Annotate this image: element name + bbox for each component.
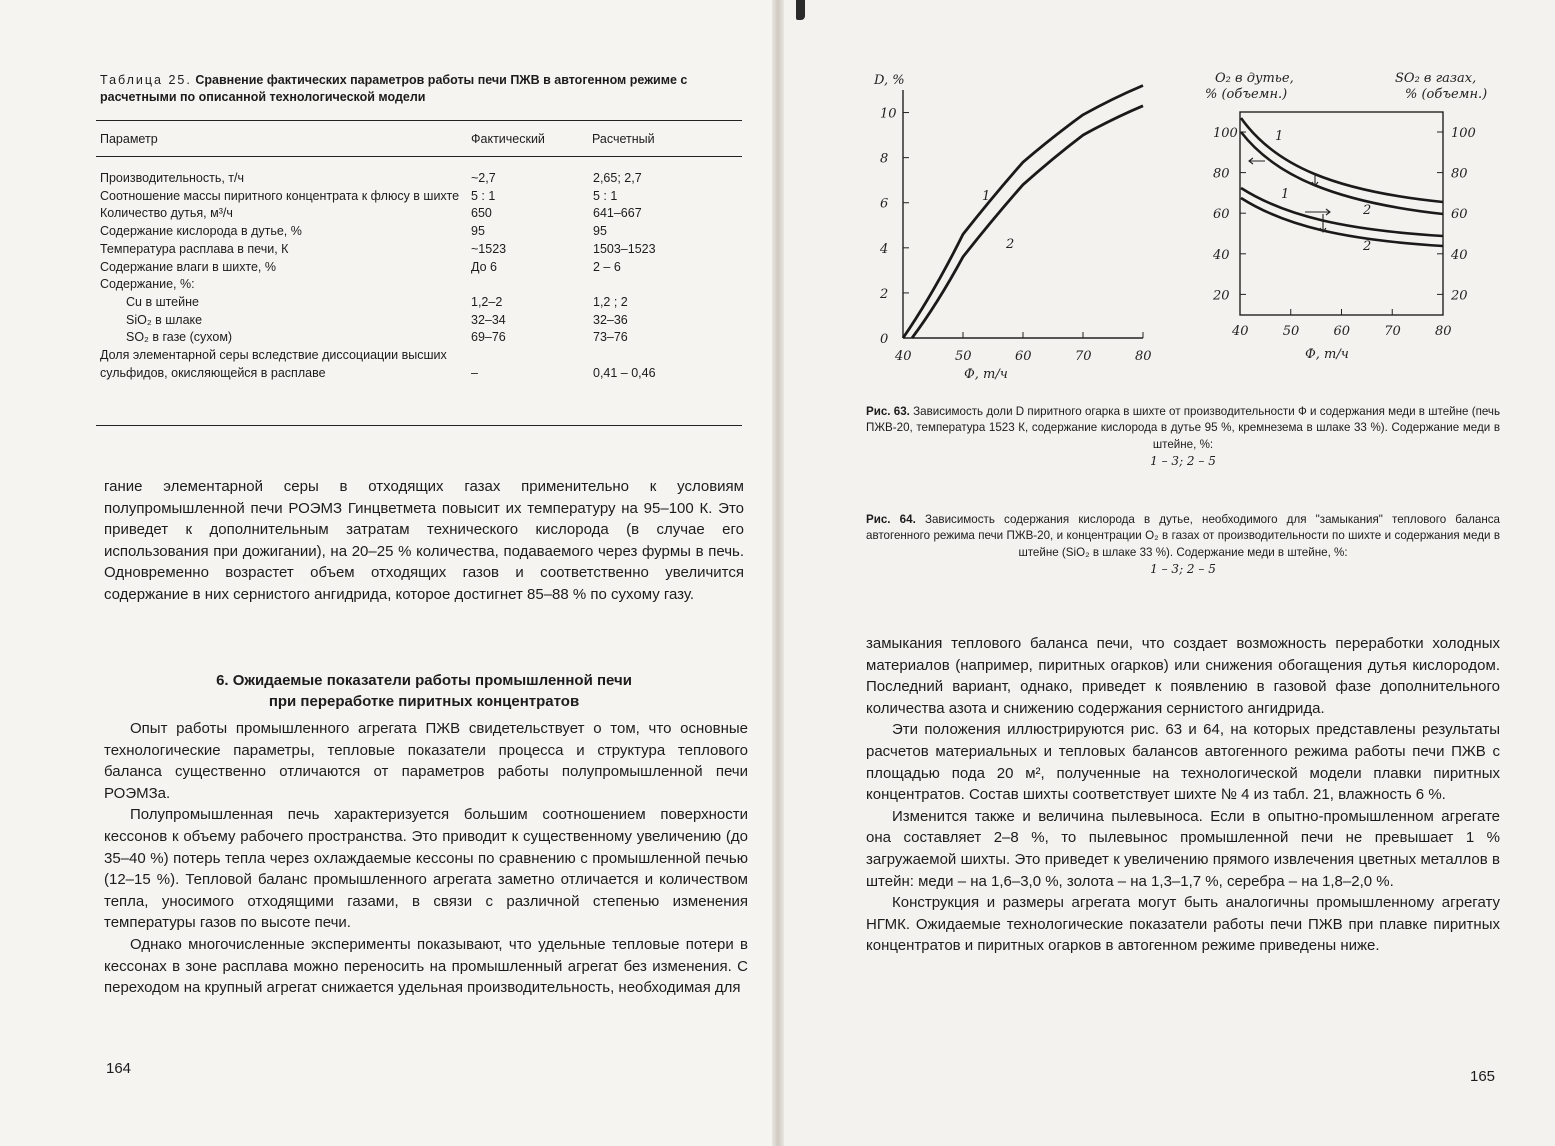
table-cell-fact: 32–34 xyxy=(471,312,506,327)
fig63-ylabel: D, % xyxy=(874,73,905,88)
fig64-xtick-label: 50 xyxy=(1282,324,1300,339)
table-cell-fact: ~1523 xyxy=(471,241,507,256)
figure-64-caption xyxy=(866,512,1500,577)
fig63-ytick-label: 0 xyxy=(880,332,889,347)
book-spine xyxy=(772,0,784,1146)
table-row xyxy=(100,205,740,223)
fig63-xtick-label: 70 xyxy=(1075,349,1092,364)
table-body xyxy=(100,170,740,382)
left-text-bottom xyxy=(104,718,748,999)
table-cell-calc: 641–667 xyxy=(593,206,642,221)
fig63-xtick-label: 80 xyxy=(1135,349,1152,364)
fig64-curve-2 xyxy=(1241,132,1443,214)
paragraph: Полупромышленная печь характеризуется большим соотношением поверхности кессонов к объему рабочего пространства. Это приводит к существенному увеличению (до 35–40 %) потерь тепла через охлаждаемые кессоны по сравнению с промышленной печью (12–15 %). Тепловой баланс промышленного агрегата заметно отличается и количеством тепла, уносимого отходящими газами, в связи с различной степенью изменения температуры газов по высоте печи. xyxy=(104,806,748,932)
fig63-y-ticks xyxy=(879,107,909,347)
binding-mark xyxy=(796,0,805,20)
table-header-rule xyxy=(96,156,742,157)
fig63-curve-label-2: 2 xyxy=(1006,237,1015,252)
fig63-x-ticks xyxy=(894,332,1152,364)
table-cell-fact: 1,2–2 xyxy=(471,294,503,309)
table-cell-calc: 73–76 xyxy=(593,330,628,345)
fig64-legend: 1 – 3; 2 – 5 xyxy=(1150,561,1216,576)
fig63-curves xyxy=(903,85,1143,338)
fig63-ytick-label: 4 xyxy=(880,241,889,257)
table-cell-fact: 69–76 xyxy=(471,330,506,345)
left-text-top xyxy=(104,476,744,606)
table-cell-calc: 2,65; 2,7 xyxy=(593,171,642,185)
fig63-caption-text: Зависимость доли D пиритного огарка в шихте от производительности Ф и содержания меди в штейне (печь ПЖВ-20, температура 1523 К, содержание кислорода в дутье 95 %, кремнезема в шлаке 33 %). Содержание меди в штейне, %: xyxy=(866,405,1500,451)
table-row xyxy=(100,312,740,330)
table-cell-calc: 1,2 ; 2 xyxy=(593,294,628,309)
fig63-ytick-label: 8 xyxy=(880,151,889,167)
right-text xyxy=(866,633,1500,957)
section-heading-line2: при переработке пиритных концентратов xyxy=(268,693,580,710)
fig64-right-tick-label: 20 xyxy=(1451,288,1468,304)
table-cell-calc: 1503–1523 xyxy=(593,241,656,256)
table-header-calc: Расчетный xyxy=(592,132,655,146)
table-caption-title: Сравнение фактических параметров работы печи ПЖВ в автогенном режиме с расчетными по описанной технологической модели xyxy=(100,73,688,104)
fig63-xlabel: Ф, т/ч xyxy=(964,367,1008,382)
fig64-xtick-label: 40 xyxy=(1232,324,1249,339)
table-cell-param: Доля элементарной серы вследствие диссоциации высших сульфидов, окисляющейся в расплаве xyxy=(100,348,447,380)
fig64-left-label-2: % (объемн.) xyxy=(1205,87,1288,102)
table-row xyxy=(100,276,740,294)
table-cell-calc: 5 : 1 xyxy=(593,188,618,203)
fig64-right-tick-label: 40 xyxy=(1451,247,1468,263)
figure-63-caption xyxy=(866,404,1500,469)
table-cell-param: Содержание, %: xyxy=(100,277,195,292)
paragraph: гание элементарной серы в отходящих газах применительно к условиям полупромышленной печи РОЭМЗ Гинцветмета повысит их температуру на 95–100 К. Это приведет к дополнительным затратам технического кислорода (в случае его использования при дожигании), на 20–25 % количества, подаваемого через фурмы в печь. Одновременно возрастет объем отходящих газов и соответственно увеличится содержание в них сернистого ангидрида, которое достигнет 85–88 % по сухому газу. xyxy=(104,478,744,603)
table-row xyxy=(100,294,740,312)
fig63-xtick-label: 50 xyxy=(955,349,972,364)
fig64-right-tick-label: 60 xyxy=(1451,207,1468,223)
table-cell-param: SO₂ в газе (сухом) xyxy=(126,330,233,345)
fig63-ytick-label: 2 xyxy=(880,286,889,302)
section-heading xyxy=(104,670,744,712)
table-cell-param: Производительность, т/ч xyxy=(100,171,244,185)
table-cell-param: Содержание кислорода в дутье, % xyxy=(100,224,302,239)
paragraph: Однако многочисленные эксперименты показывают, что удельные тепловые потери в кессонах в зоне расплава можно переносить на промышленный агрегат без изменения. С переходом на крупный агрегат снижается удельная производительность, необходимая для xyxy=(104,935,748,997)
table-cell-param: Соотношение массы пиритного концентрата к флюсу в шихте xyxy=(100,188,460,203)
table-caption-lead: Таблица 25. xyxy=(100,73,192,87)
fig64-xtick-label: 70 xyxy=(1384,324,1401,339)
table-top-rule xyxy=(96,120,742,121)
fig64-left-tick-label: 60 xyxy=(1213,207,1230,223)
fig63-xtick-label: 40 xyxy=(895,349,912,364)
fig64-caption-text: Зависимость содержания кислорода в дутье, необходимого для "замыкания" теплового баланса автогенного режима печи ПЖВ-20, и концентрации O₂ в газах от производительности по шихте и содержания меди в штейне (SiO₂ в шлаке 33 %). Содержание меди в штейне, %: xyxy=(866,513,1500,559)
fig63-legend: 1 – 3; 2 – 5 xyxy=(1150,453,1216,468)
table-row xyxy=(100,241,740,259)
fig64-right-tick-label: 80 xyxy=(1451,166,1468,182)
fig64-right-label-1: SO₂ в газах, xyxy=(1395,71,1477,86)
table-cell-fact: ~2,7 xyxy=(471,171,496,185)
table-cell-param: Содержание влаги в шихте, % xyxy=(100,259,276,274)
fig64-curve-label-1a: 1 xyxy=(1275,129,1284,144)
fig64-left-tick-label: 20 xyxy=(1213,288,1230,304)
fig64-caption-label: Рис. 64. xyxy=(866,513,916,526)
table-row xyxy=(100,223,740,241)
fig64-right-label-2: % (объемн.) xyxy=(1405,87,1488,102)
fig63-curve-label-1: 1 xyxy=(982,189,991,204)
table-header-param: Параметр xyxy=(100,132,158,146)
paragraph: Опыт работы промышленного агрегата ПЖВ свидетельствует о том, что основные технологические параметры, тепловые показатели процесса и структура теплового баланса существенно отличаются от параметров работы полупромышленной печи РОЭМЗа. xyxy=(104,720,748,802)
table-cell-calc: 2 – 6 xyxy=(593,259,621,274)
table-header-fact: Фактический xyxy=(471,132,545,146)
figure-64-chart xyxy=(1205,66,1505,366)
table-caption xyxy=(100,72,740,106)
fig64-xtick-label: 80 xyxy=(1435,324,1452,339)
figure-63-chart xyxy=(866,66,1166,386)
fig64-ticks xyxy=(1212,126,1476,339)
fig64-left-label-1: O₂ в дутье, xyxy=(1215,71,1294,86)
table-row xyxy=(100,259,740,277)
fig64-xlabel: Ф, т/ч xyxy=(1305,347,1349,362)
table-cell-calc: 95 xyxy=(593,224,607,239)
table-cell-calc: 32–36 xyxy=(593,312,628,327)
table-cell-param: Температура расплава в печи, К xyxy=(100,241,289,256)
fig64-curve-label-2b: 2 xyxy=(1363,239,1372,254)
fig64-left-tick-label: 40 xyxy=(1213,247,1230,263)
table-cell-fact: 650 xyxy=(471,206,492,221)
fig63-caption-label: Рис. 63. xyxy=(866,405,910,418)
table-row xyxy=(100,329,740,347)
page-number-right: 165 xyxy=(1470,1068,1496,1085)
paragraph: Конструкция и размеры агрегата могут быть аналогичны промышленному агрегату НГМК. Ожидаемые технологические показатели работы печи ПЖВ при плавке пиритных концентратов и пиритных огарков в автогенном режиме приведены ниже. xyxy=(866,894,1500,955)
table-cell-fact: 5 : 1 xyxy=(471,188,496,203)
table-cell-fact: – xyxy=(471,365,478,380)
fig63-ytick-label: 6 xyxy=(880,196,889,212)
table-cell-fact: До 6 xyxy=(471,259,497,274)
fig64-left-tick-label: 100 xyxy=(1213,126,1238,141)
fig63-xtick-label: 60 xyxy=(1015,349,1032,364)
paragraph: Эти положения иллюстрируются рис. 63 и 64, на которых представлены результаты расчетов материальных и тепловых балансов автогенного режима работы печи ПЖВ с площадью пода 20 м², полученные на технологической модели плавки пиритных концентратов. Состав шихты соответствует шихте № 4 из табл. 21, влажность 6 %. xyxy=(866,721,1500,804)
table-row xyxy=(100,170,740,188)
table-cell-param: SiO₂ в шлаке xyxy=(126,312,203,327)
table-row xyxy=(100,347,740,382)
paragraph: Изменится также и величина пылевыноса. Если в опытно-промышленном агрегате она составляет 2–8 %, то пылевынос промышленной печи не превышает 1 % загружаемой шихты. Это приведет к увеличению прямого извлечения цветных металлов в штейн: меди – на 1,6–3,0 %, золота – на 1,3–1,7 %, серебра – на 1,8–2,0 %. xyxy=(866,807,1500,890)
table-bottom-rule xyxy=(96,425,742,426)
table-cell-calc: 0,41 – 0,46 xyxy=(593,365,656,380)
table-row xyxy=(100,188,740,206)
fig64-left-tick-label: 80 xyxy=(1213,166,1230,182)
fig64-curves xyxy=(1241,118,1443,246)
table-cell-param: Cu в штейне xyxy=(126,294,199,309)
table-cell-fact: 95 xyxy=(471,224,485,239)
fig63-ytick-label: 10 xyxy=(880,106,897,122)
page-number-left: 164 xyxy=(106,1060,132,1077)
section-heading-line1: 6. Ожидаемые показатели работы промышленной печи xyxy=(216,672,632,689)
fig63-series-2 xyxy=(912,106,1143,338)
fig64-curve-label-1b: 1 xyxy=(1281,187,1290,202)
fig64-right-tick-label: 100 xyxy=(1451,126,1476,141)
fig64-curve-label-2a: 2 xyxy=(1363,203,1372,218)
fig64-xtick-label: 60 xyxy=(1333,324,1351,339)
table-cell-param: Количество дутья, м³/ч xyxy=(100,206,233,221)
paragraph: замыкания теплового баланса печи, что создает возможность переработки холодных материалов (например, пиритных огарков) или снижения обогащения дутья кислородом. Последний вариант, однако, приведет к появлению в газовой фазе дополнительного количества азота и снижению содержания сернистого ангидрида. xyxy=(866,635,1500,717)
